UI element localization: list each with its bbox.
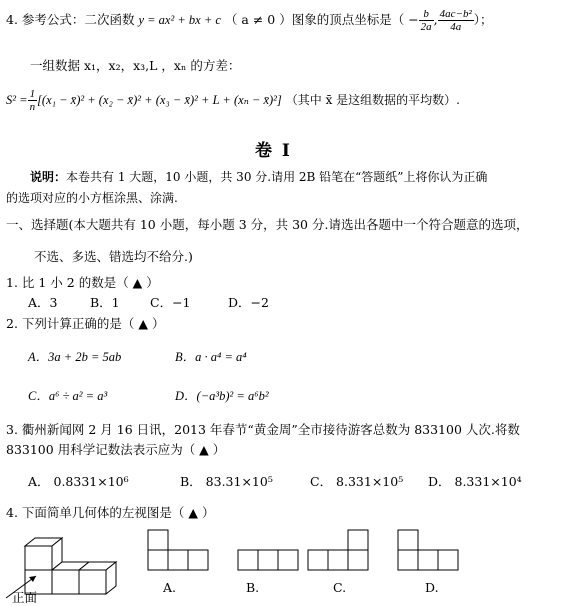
question-1-option-b[interactable]: B．1	[90, 295, 120, 310]
instructions-line-1: 说明：本卷共有 1 大题，10 小题，共 30 分.请用 2B 铅笔在“答题纸”上将你认为正确	[30, 170, 488, 184]
variance-formula	[6, 88, 460, 113]
cube-front-face	[25, 546, 52, 570]
variance-lhs: S² =	[6, 93, 28, 107]
view-option-c-label[interactable]: C.	[333, 580, 347, 595]
variance-text: 一组数据 x₁，x₂，x₃,L ，xₙ 的方差：	[30, 58, 241, 73]
part-one-line-1: 一、选择题(本大题共有 10 小题，每小题 3 分，共 30 分.请选出各题中一个符合题意的选项，	[6, 217, 529, 232]
view-option-d-label[interactable]: D.	[425, 580, 439, 595]
vertex-open: （ −	[391, 12, 419, 27]
cube-front-face	[52, 570, 79, 594]
quadratic-condition: （ a ≠ 0 ）	[224, 12, 292, 27]
formula-line-1: 4. 参考公式：二次函数 y = ax² + bx + c （ a ≠ 0 ）图象的顶点坐标是（ − $\frac{b}{2a}$ , $\frac{\text{4ac−b²}}{4a}$ ）；	[6, 8, 493, 33]
front-label: 正面	[12, 590, 38, 605]
vertex-fraction-1: $\frac{b}{2a}$	[420, 8, 432, 33]
question-1-option-c[interactable]: C．−1	[150, 295, 191, 310]
view-option-a[interactable]	[148, 530, 208, 570]
question-2-option-b[interactable]: B．a · a⁴ = a⁴	[175, 350, 247, 364]
instructions-line-2: 的选项对应的小方框涂黑、涂满.	[6, 191, 178, 205]
instructions-label: 说明：	[30, 170, 67, 184]
question-3-option-d[interactable]: D． 8.331×10⁴	[428, 474, 522, 489]
variance-body: [(x₁ − x̄)² + (x₂ − x̄)² + (x₃ − x̄)² + L + (xₙ − x̄)²]	[37, 93, 282, 107]
question-2-option-c[interactable]: C．a⁶ ÷ a² = a³	[28, 389, 108, 403]
variance-note: （其中 x̄ 是这组数据的平均数）.	[285, 93, 460, 107]
quadratic-expression: y = ax² + bx + c	[138, 13, 221, 27]
reference-label: 参考公式：	[21, 12, 85, 27]
question-3-stem-line-2: 833100 用科学记数法表示应为（ ▲ ）	[6, 442, 226, 457]
question-3-option-a[interactable]: A． 0.8331×10⁶	[28, 474, 129, 489]
quadratic-text: 二次函数	[84, 12, 135, 27]
question-2-option-d[interactable]: D．(−a³b)² = a⁶b²	[175, 389, 269, 403]
view-option-d[interactable]	[398, 530, 458, 570]
section-title: 卷 I	[255, 141, 292, 161]
question-3-option-c[interactable]: C． 8.331×10⁵	[310, 474, 404, 489]
view-option-b-label[interactable]: B.	[246, 580, 260, 595]
formula-number: 4.	[6, 12, 18, 27]
cube-front-face	[79, 570, 106, 594]
view-option-c[interactable]	[308, 530, 368, 570]
question-3-stem-line-1: 3. 衢州新闻网 2 月 16 日讯，2013 年春节“黄金周”全市接待游客总数为 833100 人次.将数	[6, 422, 520, 437]
question-1-option-d[interactable]: D．−2	[228, 295, 269, 310]
question-2-stem: 2. 下列计算正确的是（ ▲ ）	[6, 316, 165, 331]
vertex-fraction-2: $\frac{\text{4ac−b²}}{4a}$	[439, 8, 472, 33]
variance-fraction: $\frac{1}{n}$	[29, 88, 36, 113]
question-1-option-a[interactable]: A．3	[28, 295, 58, 310]
view-option-a-label[interactable]: A.	[163, 580, 177, 595]
part-one-line-2: 不选、多选、错选均不给分.)	[34, 249, 193, 264]
view-option-b[interactable]	[238, 550, 298, 570]
question-1-stem: 1. 比 1 小 2 的数是（ ▲ ）	[6, 275, 159, 290]
left-view-options	[140, 524, 560, 603]
question-3-option-b[interactable]: B． 83.31×10⁵	[180, 474, 273, 489]
question-4-stem: 4. 下面简单几何体的左视图是（ ▲ ）	[6, 505, 215, 520]
question-2-option-a[interactable]: A．3a + 2b = 5ab	[28, 350, 122, 364]
vertex-close: ）；	[473, 12, 493, 27]
vertex-text: 图象的顶点坐标是	[291, 12, 392, 27]
